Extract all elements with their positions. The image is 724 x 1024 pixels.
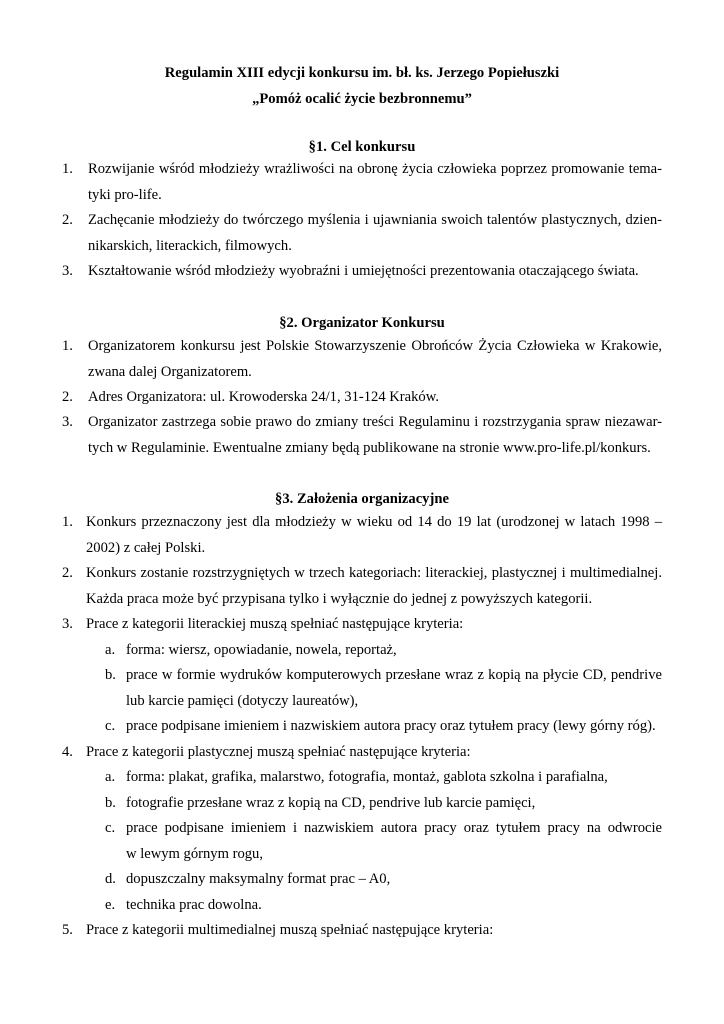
list-letter: c. (105, 718, 116, 734)
list-number: 1. (62, 514, 73, 530)
list-text-line: w lewym górnym rogu, (126, 845, 264, 862)
list-letter: b. (105, 795, 116, 811)
list-text-line: lub karcie pamięci (dotyczy laureatów), (126, 692, 359, 709)
list-text-line: 2002) z całej Polski. (86, 539, 206, 556)
list-text-line: nikarskich, literackich, filmowych. (88, 237, 292, 254)
list-text-line: prace podpisane imieniem i nazwiskiem autora pracy oraz tytułem pracy na odwrocie (126, 820, 662, 836)
list-text-line: prace w formie wydruków komputerowych przesłane wraz z kopią na płycie CD, pendrive (126, 667, 662, 683)
list-number: 2. (62, 389, 73, 405)
list-text-line: Organizator zastrzega sobie prawo do zmiany treści Regulaminu i rozstrzygania spraw niezawar- (88, 414, 662, 430)
list-text-line: Kształtowanie wśród młodzieży wyobraźni i umiejętności prezentowania otaczającego świata. (88, 263, 639, 279)
list-text-line: tych w Regulaminie. Ewentualne zmiany będą publikowane na stronie www.pro-life.pl/konkurs. (88, 439, 651, 456)
list-letter: d. (105, 871, 116, 887)
list-number: 2. (62, 565, 73, 581)
list-number: 2. (62, 212, 73, 228)
list-letter: b. (105, 667, 116, 683)
list-text-line: technika prac dowolna. (126, 897, 262, 913)
list-number: 3. (62, 263, 73, 279)
section-1-heading: §1. Cel konkursu (308, 139, 416, 155)
list-text-line: Prace z kategorii plastycznej muszą spełniać następujące kryteria: (86, 744, 471, 760)
list-text-line: Rozwijanie wśród młodzieży wrażliwości na obronę życia człowieka poprzez promowanie tema- (88, 161, 662, 177)
list-text-line: forma: plakat, grafika, malarstwo, fotografia, montaż, gablota szkolna i parafialna, (126, 769, 608, 785)
list-text-line: Konkurs przeznaczony jest dla młodzieży w wieku od 14 do 19 lat (urodzonej w latach 1998 – (86, 514, 662, 530)
list-text-line: Adres Organizatora: ul. Krowoderska 24/1, 31-124 Kraków. (88, 389, 439, 405)
list-number: 4. (62, 744, 73, 760)
list-text-line: Każda praca może być przypisana tylko i wyłącznie do jednej z powyższych kategorii. (86, 590, 593, 607)
list-letter: e. (105, 897, 116, 913)
list-number: 1. (62, 338, 73, 354)
document-title: Regulamin XIII edycji konkursu im. bł. ks. Jerzego Popiełuszki (164, 65, 560, 81)
section-3-heading: §3. Założenia organizacyjne (275, 491, 449, 507)
list-text-line: dopuszczalny maksymalny format prac – A0, (126, 871, 391, 887)
list-letter: a. (105, 642, 116, 658)
list-text-line: forma: wiersz, opowiadanie, nowela, reportaż, (126, 642, 397, 658)
list-number: 5. (62, 922, 73, 938)
list-text-line: Prace z kategorii literackiej muszą spełniać następujące kryteria: (86, 616, 464, 632)
list-text-line: zwana dalej Organizatorem. (88, 363, 252, 380)
list-text-line: Zachęcanie młodzieży do twórczego myślenia i ujawniania swoich talentów plastycznych, dzien- (88, 212, 662, 228)
list-letter: a. (105, 769, 116, 785)
list-number: 3. (62, 414, 73, 430)
list-letter: c. (105, 820, 116, 836)
list-text-line: Konkurs zostanie rozstrzygniętych w trzech kategoriach: literackiej, plastycznej i multimedialnej. (86, 565, 662, 581)
list-text-line: fotografie przesłane wraz z kopią na CD, pendrive lub karcie pamięci, (126, 795, 536, 811)
list-text-line: prace podpisane imieniem i nazwiskiem autora pracy oraz tytułem pracy (lewy górny róg). (126, 718, 656, 734)
list-text-line: Prace z kategorii multimedialnej muszą spełniać następujące kryteria: (86, 922, 494, 938)
document-subtitle: „Pomóż ocalić życie bezbronnemu” (252, 91, 472, 107)
section-2-heading: §2. Organizator Konkursu (279, 315, 445, 331)
list-text-line: Organizatorem konkursu jest Polskie Stowarzyszenie Obrońców Życia Człowieka w Krakowie, (88, 338, 662, 354)
list-number: 1. (62, 161, 73, 177)
list-text-line: tyki pro-life. (88, 186, 162, 203)
list-number: 3. (62, 616, 73, 632)
